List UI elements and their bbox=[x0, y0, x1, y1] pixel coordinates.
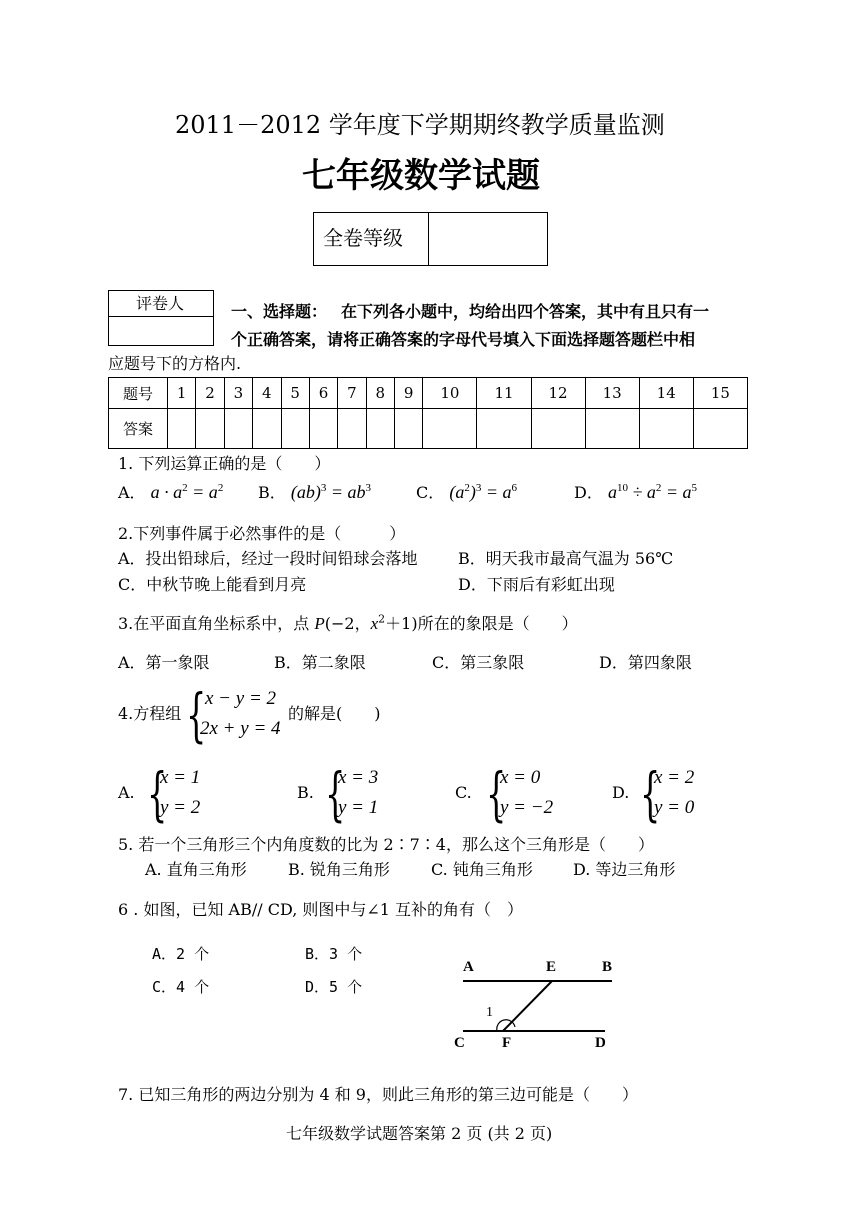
exam-subtitle: 七年级数学试题 bbox=[302, 156, 540, 196]
col-number: 5 bbox=[281, 378, 309, 409]
answer-cell[interactable] bbox=[253, 409, 281, 449]
q4-number: 4.方程组 bbox=[118, 704, 182, 723]
q4-option-c-line2: y = −2 bbox=[500, 797, 554, 818]
q4-option-c-line1: x = 0 bbox=[500, 767, 541, 788]
q4-option-c-label: C. bbox=[455, 783, 472, 802]
col-number: 15 bbox=[693, 378, 747, 409]
q4-option-d-label: D. bbox=[612, 783, 630, 802]
q4-brace: { bbox=[186, 681, 207, 749]
col-number: 3 bbox=[224, 378, 252, 409]
q5-stem: 5. 若一个三角形三个内角度数的比为 2∶7∶4，那么这个三角形是（ ） bbox=[118, 835, 654, 854]
col-number: 11 bbox=[477, 378, 531, 409]
label-b: B bbox=[602, 959, 613, 975]
q6-option-d: D．5 个 bbox=[305, 978, 363, 996]
q3-stem-pre: 3.在平面直角坐标系中，点 bbox=[118, 614, 310, 633]
q3-point: P bbox=[314, 614, 325, 633]
q1-option-b bbox=[258, 480, 371, 505]
q4-option-c-brace: { bbox=[486, 760, 507, 828]
answer-cell[interactable] bbox=[196, 409, 224, 449]
q4-option-b-line1: x = 3 bbox=[338, 767, 379, 788]
q6-option-c: C．4 个 bbox=[152, 978, 210, 996]
q2-stem: 2.下列事件属于必然事件的是（ ） bbox=[118, 524, 406, 543]
col-number: 13 bbox=[585, 378, 639, 409]
answer-cell[interactable] bbox=[395, 409, 423, 449]
answer-cell[interactable] bbox=[639, 409, 693, 449]
label-1: 1 bbox=[486, 1005, 493, 1020]
q6-stem: 6 . 如图，已知 AB// CD, 则图中与∠1 互补的角有（ ） bbox=[118, 900, 524, 919]
q3-coords: (−2， bbox=[324, 614, 371, 633]
answer-cell[interactable] bbox=[309, 409, 337, 449]
label-e: E bbox=[546, 959, 557, 975]
answer-cell[interactable] bbox=[585, 409, 639, 449]
q3-option-b: B．第二象限 bbox=[274, 653, 366, 672]
page-footer: 七年级数学试题答案第 2 页 (共 2 页) bbox=[286, 1124, 553, 1143]
q2-option-a: A．投出铅球后，经过一段时间铅球会落地 bbox=[118, 549, 418, 568]
q1-a-formula: $a \cdot a^2 = a^2$ bbox=[150, 482, 224, 502]
q1-c-formula: $(a^2)^3 = a^6$ bbox=[449, 482, 517, 502]
answer-table bbox=[108, 377, 748, 449]
exam-title: 2011－2012 学年度下学期期终教学质量监测 bbox=[175, 111, 665, 139]
q2-option-c: C．中秋节晚上能看到月亮 bbox=[118, 575, 307, 594]
answer-cell[interactable] bbox=[338, 409, 366, 449]
q3-option-a: A．第一象限 bbox=[118, 653, 210, 672]
answer-cell[interactable] bbox=[423, 409, 477, 449]
col-number: 12 bbox=[531, 378, 585, 409]
section1-intro-line3: 应题号下的方格内. bbox=[108, 354, 242, 373]
q1-b-formula: $(ab)^3 = ab^3$ bbox=[290, 482, 372, 502]
col-number: 1 bbox=[168, 378, 196, 409]
col-number: 2 bbox=[196, 378, 224, 409]
q1-option-a bbox=[118, 480, 223, 505]
q4-eq2: 2x + y = 4 bbox=[200, 718, 281, 739]
col-number: 6 bbox=[309, 378, 337, 409]
answer-cell[interactable] bbox=[531, 409, 585, 449]
col-number: 10 bbox=[423, 378, 477, 409]
q1-a-label: A． bbox=[118, 483, 146, 502]
col-number: 8 bbox=[366, 378, 394, 409]
row-label-number: 题号 bbox=[109, 378, 168, 409]
q1-b-label: B． bbox=[258, 483, 286, 502]
q3-stem: 3.在平面直角坐标系中，点 P(−2，$x^2+1$)所在的象限是（ ） bbox=[118, 612, 578, 633]
q5-option-d: D. 等边三角形 bbox=[573, 860, 676, 879]
q6-option-a: A．2 个 bbox=[152, 945, 210, 963]
q2-option-b: B．明天我市最高气温为 56℃ bbox=[458, 549, 674, 568]
q5-option-b: B. 锐角三角形 bbox=[288, 860, 390, 879]
answer-cell[interactable] bbox=[366, 409, 394, 449]
answer-cell[interactable] bbox=[281, 409, 309, 449]
q4-option-d-line2: y = 0 bbox=[654, 797, 695, 818]
q4-option-b-label: B. bbox=[297, 783, 314, 802]
answer-cell[interactable] bbox=[224, 409, 252, 449]
transversal-ef bbox=[503, 981, 552, 1031]
q1-option-c bbox=[416, 480, 517, 505]
q6-parallel-lines-figure bbox=[450, 955, 620, 1055]
answer-cell[interactable] bbox=[477, 409, 531, 449]
q1-d-label: D． bbox=[574, 483, 603, 502]
q7-stem: 7. 已知三角形的两边分别为 4 和 9，则此三角形的第三边可能是（ ） bbox=[118, 1085, 638, 1104]
grader-input[interactable] bbox=[110, 318, 210, 342]
q4-option-a-brace: { bbox=[147, 760, 168, 828]
col-number: 4 bbox=[253, 378, 281, 409]
q1-c-label: C． bbox=[416, 483, 445, 502]
answer-row bbox=[109, 409, 748, 449]
label-a: A bbox=[463, 959, 474, 975]
label-d: D bbox=[595, 1035, 606, 1051]
q4-option-a-line2: y = 2 bbox=[160, 797, 201, 818]
answer-cell[interactable] bbox=[168, 409, 196, 449]
label-c: C bbox=[454, 1035, 465, 1051]
q4-option-d-brace: { bbox=[640, 760, 661, 828]
q2-option-d: D．下雨后有彩虹出现 bbox=[458, 575, 615, 594]
q5-option-c: C. 钝角三角形 bbox=[431, 860, 533, 879]
col-number: 14 bbox=[639, 378, 693, 409]
grade-label: 全卷等级 bbox=[323, 226, 403, 250]
q4-option-d-line1: x = 2 bbox=[654, 767, 695, 788]
label-f: F bbox=[502, 1035, 512, 1051]
q1-option-d bbox=[574, 480, 697, 505]
grade-input[interactable] bbox=[430, 214, 544, 263]
q3-option-d: D．第四象限 bbox=[599, 653, 692, 672]
q4-option-a-label: A. bbox=[118, 783, 135, 802]
question-number-row bbox=[109, 378, 748, 409]
q5-option-a: A. 直角三角形 bbox=[145, 860, 247, 879]
q4-eq1: x − y = 2 bbox=[205, 688, 277, 709]
col-number: 9 bbox=[395, 378, 423, 409]
section1-intro-line1: 在下列各小题中，均给出四个答案，其中有且只有一 bbox=[341, 302, 710, 321]
q6-option-b: B．3 个 bbox=[305, 945, 363, 963]
q4-option-b-line2: y = 1 bbox=[338, 797, 379, 818]
q3-stem-post: 所在的象限是（ ） bbox=[417, 614, 578, 633]
section1-intro-line2: 个正确答案，请将正确答案的字母代号填入下面选择题答题栏中相 bbox=[231, 330, 696, 349]
q4-tail: 的解是( ) bbox=[288, 704, 381, 723]
row-label-answer: 答案 bbox=[109, 409, 168, 449]
q4-option-a-line1: x = 1 bbox=[160, 767, 201, 788]
q3-option-c: C．第三象限 bbox=[432, 653, 525, 672]
q4-option-b-brace: { bbox=[325, 760, 346, 828]
grader-label: 评卷人 bbox=[136, 294, 185, 313]
section1-heading: 一、选择题： bbox=[231, 302, 328, 321]
q1-stem: 1. 下列运算正确的是（ ） bbox=[118, 454, 331, 473]
col-number: 7 bbox=[338, 378, 366, 409]
q1-d-formula: $a^{10} \div a^2 = a^5$ bbox=[607, 482, 697, 502]
answer-cell[interactable] bbox=[693, 409, 747, 449]
